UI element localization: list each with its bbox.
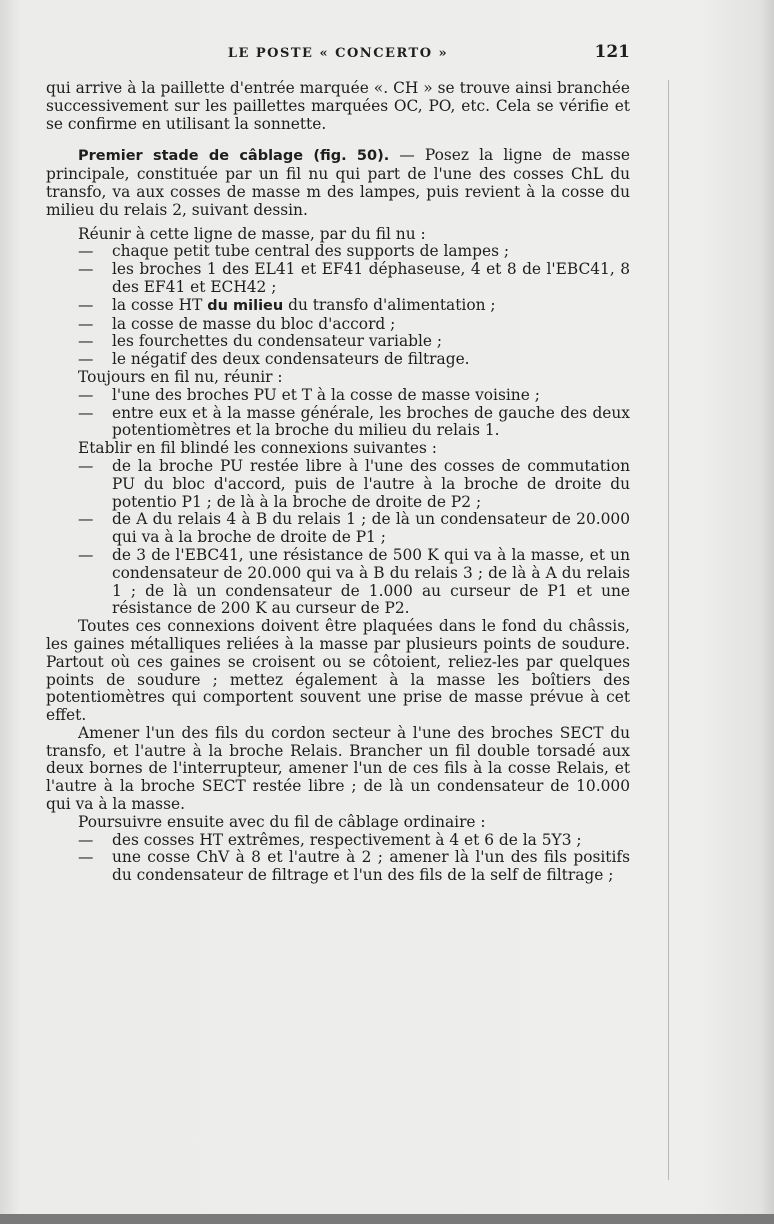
page-body — [46, 80, 630, 885]
stage-paragraph — [46, 147, 630, 219]
page-header — [46, 42, 630, 66]
list-item: — de la broche PU restée libre à l'une des cosses de commutation PU du bloc d'accord, puis de l'autre à la broche de droite du potentio P1 ; de là à la broche de droite de P2 ; — [78, 456, 630, 511]
list-item: — le négatif des deux condensateurs de filtrage. — [78, 350, 470, 369]
list-item: — les fourchettes du condensateur variable ; — [78, 332, 443, 351]
list-item: — entre eux et à la masse générale, les broches de gauche des deux potentiomètres et la broche du milieu du relais 1. — [78, 403, 630, 440]
running-head: LE POSTE « CONCERTO » — [227, 46, 449, 61]
amener-paragraph: Amener l'un des fils du cordon secteur à l'une des broches SECT du transfo, et l'autre à la broche Relais. Brancher un fil double torsadé aux deux bornes de l'interrupteur, amener l'un de ces fils à la cosse Relais, et l'autre à la broche SECT restée libre ; de là un condensateur de 10.000 qui va à la masse. — [46, 723, 630, 814]
list-item: — une cosse ChV à 8 et l'autre à 2 ; amener là l'un des fils positifs du condensateur de filtrage et l'un des fils de la self de filtrage ; — [78, 848, 630, 885]
page-number: 121 — [594, 42, 630, 62]
scan-bottom-edge — [0, 1214, 774, 1224]
etablir-lead: Etablir en fil blindé les connexions suivantes : — [78, 439, 437, 458]
toujours-lead: Toujours en fil nu, réunir : — [78, 367, 283, 386]
list-item: — des cosses HT extrêmes, respectivement à 4 et 6 de la 5Y3 ; — [78, 830, 582, 849]
stage-heading: Premier stade de câblage (fig. 50). — [78, 148, 390, 165]
list-item: — l'une des broches PU et T à la cosse de masse voisine ; — [78, 385, 540, 404]
list-item: — la cosse de masse du bloc d'accord ; — [78, 314, 396, 333]
toutes-paragraph: Toutes ces connexions doivent être plaquées dans le fond du châssis, les gaines métalliques reliées à la masse par plusieurs points de soudure. Partout où ces gaines se croisent ou se côtoient, reliez-les par quelques points de soudure ; mettez également à la masse les boîtiers des potentiomètres qui comportent souvent une prise de masse prévue à cet effet. — [46, 617, 630, 725]
list-item: — les broches 1 des EL41 et EF41 déphaseuse, 4 et 8 de l'EBC41, 8 des EF41 et ECH42 ; — [78, 260, 630, 296]
list-item: — de A du relais 4 à B du relais 1 ; de là un condensateur de 20.000 qui va à la broche de droite de P1 ; — [78, 510, 630, 547]
page-fold-line — [668, 80, 669, 1180]
reunir-lead: Réunir à cette ligne de masse, par du fil nu : — [78, 224, 426, 243]
intro-paragraph: qui arrive à la paillette d'entrée marquée «. CH » se trouve ainsi branchée successivement sur les paillettes marquées OC, PO, etc. Cela se vérifie et se confirme en utilisant la sonnette. — [46, 79, 630, 133]
list-item: — chaque petit tube central des supports de lampes ; — [78, 242, 510, 261]
stage-text: — Posez la ligne de masse principale, constituée par un fil nu qui part de l'une des cosses ChL du transfo, va aux cosses de masse m des lampes, puis revient à la cosse du milieu du relais 2, suivant dessin. — [46, 146, 630, 219]
list-item: — la cosse HT du milieu du transfo d'alimentation ; — [78, 295, 496, 314]
list-item: — de 3 de l'EBC41, une résistance de 500 K qui va à la masse, et un condensateur de 20.000 qui va à B du relais 3 ; de là à A du relais 1 ; de là un condensateur de 1.000 au curseur de P1 et une résistance de 200 K au curseur de P2. — [78, 545, 630, 618]
poursuivre-lead: Poursuivre ensuite avec du fil de câblage ordinaire : — [78, 812, 486, 831]
